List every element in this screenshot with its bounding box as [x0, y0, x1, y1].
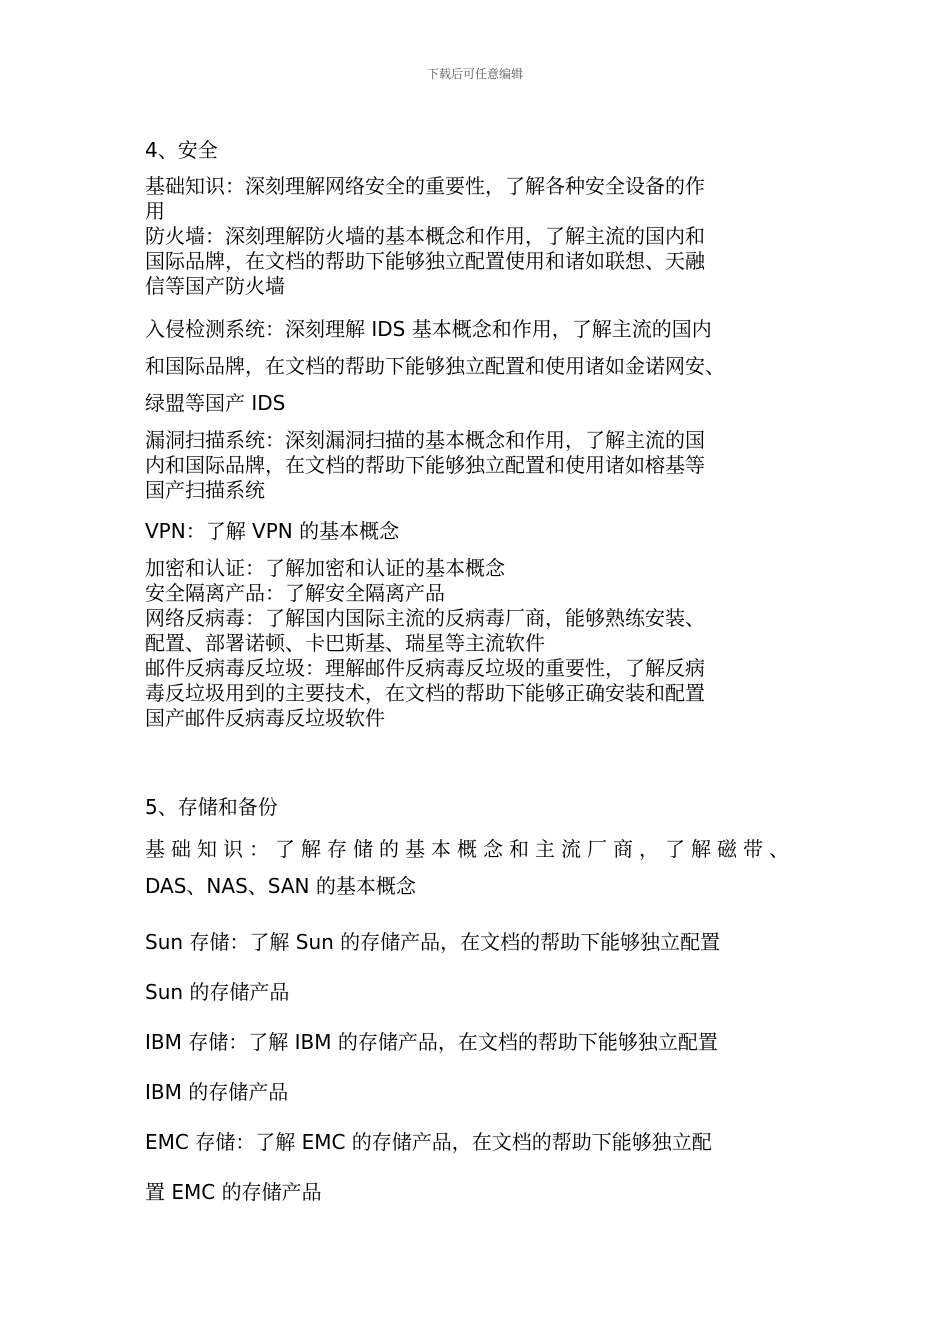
- paragraph-storage-vendors: [145, 917, 825, 1217]
- text-line: 绿盟等国产 IDS: [145, 391, 286, 415]
- section-5-heading: 5、存储和备份: [145, 795, 278, 819]
- text-line: 邮件反病毒反垃圾：理解邮件反病毒反垃圾的重要性，了解反病: [145, 656, 705, 680]
- text-line: 入侵检测系统：深刻理解 IDS 基本概念和作用，了解主流的国内: [145, 317, 712, 341]
- text-line: 国产扫描系统: [145, 478, 265, 502]
- text-line: 漏洞扫描系统：深刻漏洞扫描的基本概念和作用，了解主流的国: [145, 428, 705, 452]
- page-header: 下载后可任意编辑: [426, 67, 523, 81]
- text-line: 基础知识：深刻理解网络安全的重要性，了解各种安全设备的作: [145, 174, 705, 198]
- paragraph-misc: [145, 556, 825, 731]
- text-line: 国际品牌，在文档的帮助下能够独立配置使用和诸如联想、天融: [145, 249, 705, 273]
- paragraph-storage-basic: [145, 831, 825, 905]
- text-line: 信等国产防火墙: [145, 274, 285, 298]
- text-line: 防火墙：深刻理解防火墙的基本概念和作用，了解主流的国内和: [145, 224, 705, 248]
- text-line: 基础知识：了解存储的基本概念和主流厂商，了解磁带、: [145, 837, 795, 861]
- text-line: Sun 存储：了解 Sun 的存储产品，在文档的帮助下能够独立配置: [145, 930, 721, 954]
- text-line: VPN：了解 VPN 的基本概念: [145, 519, 400, 543]
- text-line: 国产邮件反病毒反垃圾软件: [145, 706, 385, 730]
- text-line: IBM 的存储产品: [145, 1080, 289, 1104]
- text-line: EMC 存储：了解 EMC 的存储产品，在文档的帮助下能够独立配: [145, 1130, 712, 1154]
- paragraph-vpn: [145, 513, 825, 550]
- section-4-heading: 4、安全: [145, 138, 218, 162]
- text-line: 安全隔离产品：了解安全隔离产品: [145, 581, 445, 605]
- text-line: 毒反垃圾用到的主要技术，在文档的帮助下能够正确安装和配置: [145, 681, 705, 705]
- paragraph-ids: [145, 311, 825, 422]
- text-line: 加密和认证：了解加密和认证的基本概念: [145, 556, 505, 580]
- text-line: 内和国际品牌，在文档的帮助下能够独立配置和使用诸如榕基等: [145, 453, 705, 477]
- text-line: 用: [145, 199, 165, 223]
- text-line: 和国际品牌，在文档的帮助下能够独立配置和使用诸如金诺网安、: [145, 354, 725, 378]
- text-line: 网络反病毒：了解国内国际主流的反病毒厂商，能够熟练安装、: [145, 606, 705, 630]
- paragraph-firewall: [145, 224, 825, 299]
- document-body: [145, 136, 825, 1229]
- paragraph-vuln-scan: [145, 428, 825, 503]
- text-line: DAS、NAS、SAN 的基本概念: [145, 874, 416, 898]
- paragraph-basic-knowledge: [145, 174, 825, 224]
- text-line: Sun 的存储产品: [145, 980, 290, 1004]
- text-line: 配置、部署诺顿、卡巴斯基、瑞星等主流软件: [145, 631, 545, 655]
- text-line: 置 EMC 的存储产品: [145, 1180, 322, 1204]
- text-line: IBM 存储：了解 IBM 的存储产品，在文档的帮助下能够独立配置: [145, 1030, 718, 1054]
